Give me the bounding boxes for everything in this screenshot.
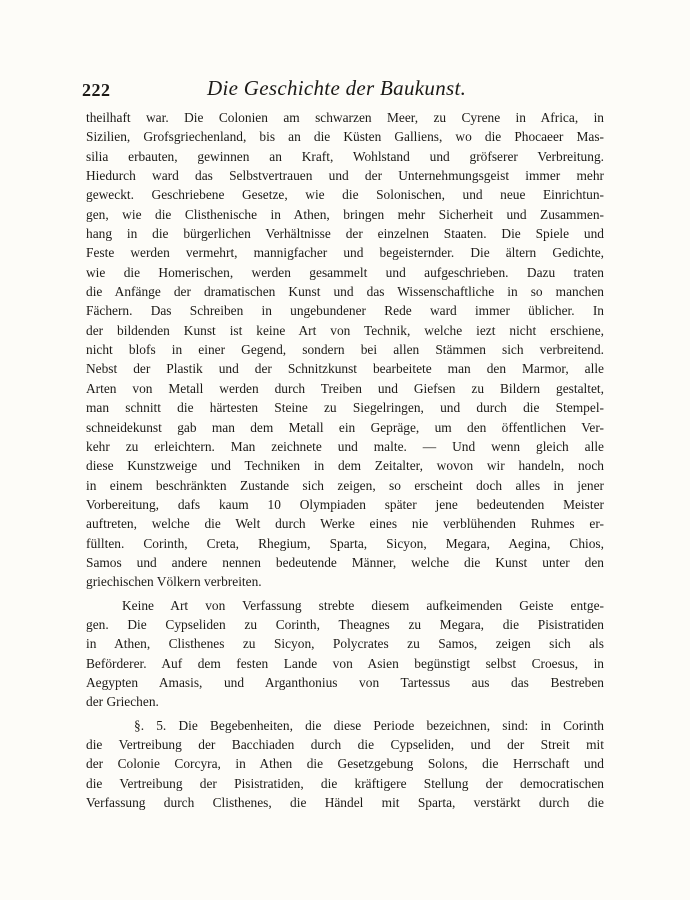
- text-line: gen. Die Cypseliden zu Corinth, Theagnes zu Megara, die Pisistratiden: [86, 616, 604, 632]
- text-line: die Vertreibung der Bacchiaden durch die Cypseliden, und der Streit mit: [86, 737, 604, 752]
- text-line: Vorbereitung, dafs kaum 10 Olympiaden später jene bedeutenden Meister: [86, 496, 604, 512]
- text-line: silia erbauten, gewinnen an Kraft, Wohlstand und gröfserer Verbreitung.: [86, 148, 604, 164]
- text-line: auftreten, welche die Welt durch Werke eines nie verblühenden Ruhmes er-: [86, 516, 604, 532]
- text-line: Keine Art von Verfassung strebte diesem aufkeimenden Geiste entge-: [122, 597, 604, 613]
- page-number: 222: [82, 80, 111, 100]
- text-line: Feste werden vermehrt, mannigfacher und begeisternder. Die ältern Gedichte,: [86, 245, 604, 261]
- text-line: gen, wie die Clisthenische in Athen, bringen mehr Sicherheit und Zusammen-: [86, 206, 604, 222]
- running-title: Die Geschichte der Baukunst.: [207, 76, 467, 100]
- body-text: [86, 108, 604, 812]
- text-line: die Vertreibung der Pisistratiden, die kräftigere Stellung der democratischen: [86, 775, 604, 791]
- text-line: Nebst der Plastik und der Schnitzkunst bearbeitete man den Marmor, alle: [86, 361, 604, 377]
- text-line: Arten von Metall werden durch Treiben und Giefsen zu Bildern gestaltet,: [86, 380, 604, 396]
- text-line: Hiedurch ward das Selbstvertrauen und der Unternehmungsgeist immer mehr: [86, 168, 604, 184]
- text-line: kehr zu erleichtern. Man zeichnete und malte. — Und wenn gleich alle: [86, 438, 604, 454]
- text-line: Verfassung durch Clisthenes, die Händel mit Sparta, verstärkt durch die: [86, 795, 604, 811]
- text-line: der bildenden Kunst ist keine Art von Technik, welche iezt nicht erschiene,: [86, 322, 604, 338]
- paragraph-1: [86, 108, 604, 592]
- text-line: theilhaft war. Die Colonien am schwarzen Meer, zu Cyrene in Africa, in: [86, 110, 604, 125]
- text-line: Fächern. Das Schreiben in ungebundener Rede ward immer üblicher. In: [86, 303, 604, 319]
- page-header: [82, 76, 612, 104]
- text-line: in Athen, Clisthenes zu Sicyon, Polycrates zu Samos, zeigen sich als: [86, 636, 604, 652]
- text-line: Sizilien, Grofsgriechenland, bis an die Küsten Galliens, wo die Phocaeer Mas-: [86, 129, 604, 145]
- text-line: der Colonie Corcyra, in Athen die Gesetzgebung Solons, die Herrschaft und: [86, 756, 604, 772]
- text-line: Aegypten Amasis, und Arganthonius von Tartessus aus das Bestreben: [86, 674, 604, 690]
- paragraph-2: [86, 596, 604, 712]
- text-line: der Griechen.: [86, 694, 159, 710]
- text-line: nicht blofs in einer Gegend, sondern bei allen Stämmen sich verbreitend.: [86, 342, 604, 358]
- text-line: Samos und andere nennen bedeutende Männer, welche die Kunst unter den: [86, 554, 604, 570]
- text-line: griechischen Völkern verbreiten.: [86, 574, 262, 590]
- text-line: geweckt. Geschriebene Gesetze, wie die Solonischen, und neue Einrichtun-: [86, 187, 604, 203]
- section-5: [86, 716, 604, 813]
- text-line: schneidekunst gab man dem Metall ein Gepräge, um den öffentlichen Ver-: [86, 419, 604, 435]
- text-line: Beförderer. Auf dem festen Lande von Asien begünstigt selbst Croesus, in: [86, 655, 604, 671]
- text-line: füllten. Corinth, Creta, Rhegium, Sparta, Sicyon, Megara, Aegina, Chios,: [86, 535, 604, 551]
- text-line: hang in die bürgerlichen Verhältnisse der einzelnen Staaten. Die Spiele und: [86, 226, 604, 242]
- text-line: die Anfänge der dramatischen Kunst und das Wissenschaftliche in so manchen: [86, 284, 604, 300]
- text-line: diese Kunstzweige und Techniken in dem Zeitalter, wovon wir handeln, noch: [86, 458, 604, 474]
- text-line: in einem beschränkten Zustande sich zeigen, so erscheint doch alles in jener: [86, 477, 604, 493]
- text-line: man schnitt die härtesten Steine zu Siegelringen, und durch die Stempel-: [86, 400, 604, 416]
- text-line: §. 5. Die Begebenheiten, die diese Periode bezeichnen, sind: in Corinth: [134, 717, 604, 733]
- text-line: wie die Homerischen, werden gesammelt und aufgeschrieben. Dazu traten: [86, 264, 604, 280]
